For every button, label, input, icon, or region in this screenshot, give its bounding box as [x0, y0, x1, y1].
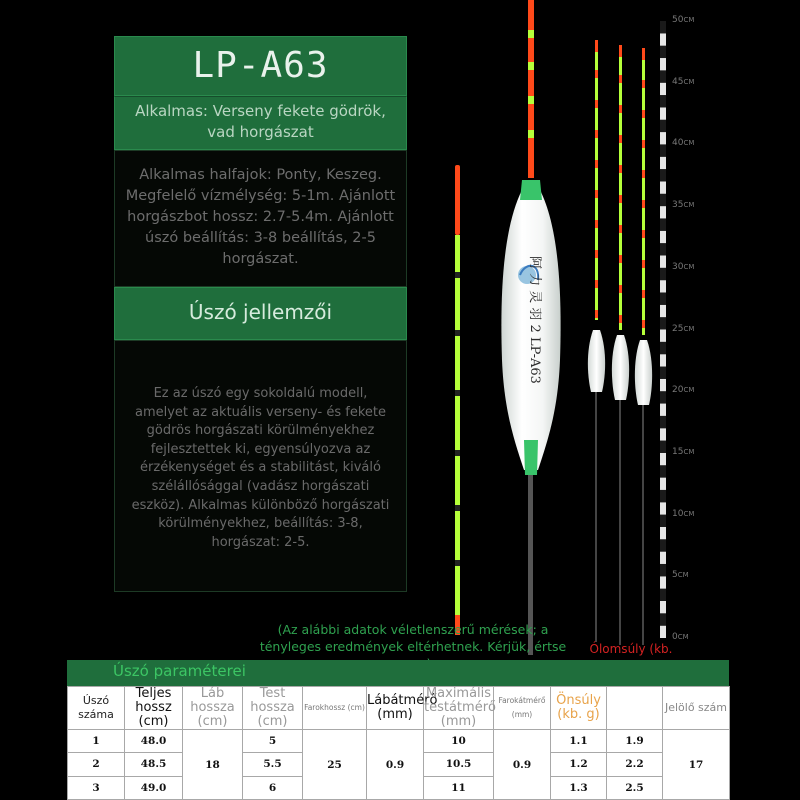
small-float-1 — [588, 40, 605, 642]
ruler-unit: CM — [677, 633, 689, 641]
cell-max-body-diameter: 10 — [424, 730, 494, 753]
ruler-band — [660, 132, 666, 144]
cell-max-body-diameter: 10.5 — [424, 753, 494, 776]
model-title: LP-A63 — [192, 45, 329, 86]
cell-buoyancy: 1.3 — [551, 776, 607, 799]
col-foot-length: Láb hossza (cm) — [183, 687, 243, 730]
ruler-unit: CM — [683, 201, 695, 210]
ruler-band — [660, 601, 666, 613]
ruler-tick-label: 20CM — [672, 385, 695, 396]
cell-tail-diameter: 0.9 — [494, 730, 551, 800]
ruler-band — [660, 218, 666, 230]
ruler-band — [660, 404, 666, 416]
cell-body-length: 5.5 — [243, 753, 303, 776]
ruler-tick-label: 50CM — [672, 15, 695, 25]
measurement-ruler — [660, 15, 720, 640]
col-sinker — [607, 687, 663, 730]
col-max-body-diameter: Maximális testátmérő (mm) — [424, 686, 496, 729]
model-title-panel — [114, 36, 407, 96]
fish-info-text: Alkalmas halfajok: Ponty, Keszeg. Megfelelő vízmélység: 5-1m. Ajánlott horgászbot hossz: 2.7-5.4m. Ajánlott úszó beállítás: 3-8 beállítás, 2-5 horgászat. — [125, 167, 396, 267]
float-product-image — [430, 0, 660, 660]
col-total-length: Teljes hossz (cm) — [125, 687, 183, 730]
cell-foot-diameter: 0.9 — [367, 730, 424, 800]
cell-max-body-diameter: 11 — [424, 776, 494, 799]
ruler-band — [660, 144, 666, 156]
ruler-tick-label: 5CM — [672, 570, 689, 581]
cell-sinker: 2.2 — [607, 753, 663, 776]
ruler-band — [660, 453, 666, 465]
ruler-tick-label: 30CM — [672, 261, 695, 272]
ruler-band — [660, 58, 666, 70]
ruler-unit: CM — [683, 16, 695, 24]
ruler-band — [660, 21, 666, 33]
ruler-band — [660, 255, 666, 267]
col-tail-diameter: Farokátmérő (mm) — [494, 687, 551, 730]
ruler-band — [660, 231, 666, 243]
cell-sinker: 2.5 — [607, 776, 663, 799]
ruler-band — [660, 478, 666, 490]
ruler-bar — [660, 21, 666, 638]
fish-info-panel — [114, 150, 407, 287]
ruler-tick-label: 0CM — [672, 632, 689, 642]
ruler-band — [660, 305, 666, 317]
ruler-tick-label: 25CM — [672, 323, 695, 334]
measurement-note: (Az alábbi adatok véletlenszerű mérések; a tényleges eredmények eltérhetnek. Kérjük, értse — [259, 622, 567, 654]
small-float-3 — [635, 48, 652, 645]
ruler-band — [660, 367, 666, 379]
ruler-unit: CM — [683, 324, 695, 333]
ruler-unit: CM — [683, 139, 695, 148]
cell-number: 3 — [68, 776, 125, 799]
cell-buoyancy: 1.2 — [551, 753, 607, 776]
ruler-band — [660, 613, 666, 625]
ruler-band — [660, 502, 666, 514]
ruler-band — [660, 539, 666, 551]
ruler-tick-label: 35CM — [672, 200, 695, 211]
features-title: Úszó jellemzői — [188, 300, 333, 324]
ruler-band — [660, 317, 666, 329]
ruler-band — [660, 441, 666, 453]
ruler-unit: CM — [683, 262, 695, 271]
ruler-band — [660, 95, 666, 107]
ruler-band — [660, 70, 666, 82]
float-body-chars: 阿 力 灵 羽 2 LP-A63 — [527, 256, 542, 384]
col-buoyancy: Önsúly (kb. g) — [551, 687, 607, 730]
ruler-band — [660, 120, 666, 132]
ruler-band — [660, 157, 666, 169]
ruler-band — [660, 280, 666, 292]
cell-total-length: 48.0 — [125, 730, 183, 753]
features-title-panel — [114, 287, 407, 340]
main-float — [501, 0, 560, 655]
ruler-unit: CM — [683, 77, 695, 86]
ruler-band — [660, 194, 666, 206]
ruler-unit: CM — [683, 386, 695, 395]
description-text: Ez az úszó egy sokoldalú modell, amelyet az aktuális verseny- és fekete gödrös horgászati körülményekhez fejlesztettek ki, egyensúlyozva az érzékenységet és a stabilitást, kiváló szélállósággal (vadász horgászati eszköz). Alkalmas különböző horgászati körülményekhez, beállítás: 3-8, horgászat: 2-5. — [131, 386, 390, 550]
ruler-band — [660, 342, 666, 354]
ruler-band — [660, 33, 666, 45]
ruler-band — [660, 428, 666, 440]
ruler-band — [660, 626, 666, 638]
separate-float-tip — [455, 165, 460, 635]
ruler-band — [660, 564, 666, 576]
cell-body-length: 5 — [243, 730, 303, 753]
ruler-band — [660, 354, 666, 366]
cell-body-length: 6 — [243, 776, 303, 799]
col-body-length: Test hossza (cm) — [243, 687, 303, 730]
ruler-band — [660, 552, 666, 564]
cell-marker: 17 — [663, 730, 730, 800]
ruler-band — [660, 206, 666, 218]
ruler-band — [660, 268, 666, 280]
ruler-band — [660, 391, 666, 403]
ruler-tick-label: 15CM — [672, 446, 695, 457]
ruler-band — [660, 490, 666, 502]
col-tail-length: Farokhossz (cm) — [303, 687, 367, 730]
cell-number: 1 — [68, 730, 125, 753]
ruler-band — [660, 515, 666, 527]
ruler-tick-label: 10CM — [672, 508, 695, 519]
suitability-text: Alkalmas: Verseny fekete gödrök, vad horgászat — [135, 102, 386, 141]
ruler-unit: CM — [683, 509, 695, 518]
parameter-table-title: Úszó paraméterei — [113, 662, 246, 680]
ruler-band — [660, 576, 666, 588]
ruler-band — [660, 46, 666, 58]
ruler-band — [660, 589, 666, 601]
col-number: Úszó száma — [68, 687, 125, 730]
ruler-band — [660, 243, 666, 255]
ruler-band — [660, 330, 666, 342]
ruler-band — [660, 169, 666, 181]
parameter-table — [67, 660, 729, 800]
ruler-tick-label: 40CM — [672, 138, 695, 149]
cell-number: 2 — [68, 753, 125, 776]
cell-buoyancy: 1.1 — [551, 730, 607, 753]
ruler-band — [660, 83, 666, 95]
cell-total-length: 49.0 — [125, 776, 183, 799]
col-foot-diameter: Lábátmérő (mm) — [367, 687, 424, 730]
ruler-band — [660, 379, 666, 391]
table-row — [68, 730, 730, 753]
ruler-band — [660, 292, 666, 304]
cell-total-length: 48.5 — [125, 753, 183, 776]
cell-tail-length: 25 — [303, 730, 367, 800]
ruler-unit: CM — [683, 447, 695, 456]
ruler-band — [660, 181, 666, 193]
description-panel — [114, 340, 407, 592]
ruler-unit: CM — [677, 571, 689, 580]
col-marker: Jelölő szám — [663, 687, 730, 730]
suitability-panel — [114, 96, 407, 150]
cell-sinker: 1.9 — [607, 730, 663, 753]
ruler-band — [660, 527, 666, 539]
sinker-weight-label: Ólomsúly (kb. — [589, 642, 673, 656]
parameter-grid — [67, 686, 730, 800]
ruler-band — [660, 107, 666, 119]
ruler-band — [660, 416, 666, 428]
small-float-2 — [612, 45, 629, 645]
ruler-band — [660, 465, 666, 477]
parameter-table-header — [67, 660, 729, 686]
cell-foot-length: 18 — [183, 730, 243, 800]
ruler-tick-label: 45CM — [672, 76, 695, 87]
